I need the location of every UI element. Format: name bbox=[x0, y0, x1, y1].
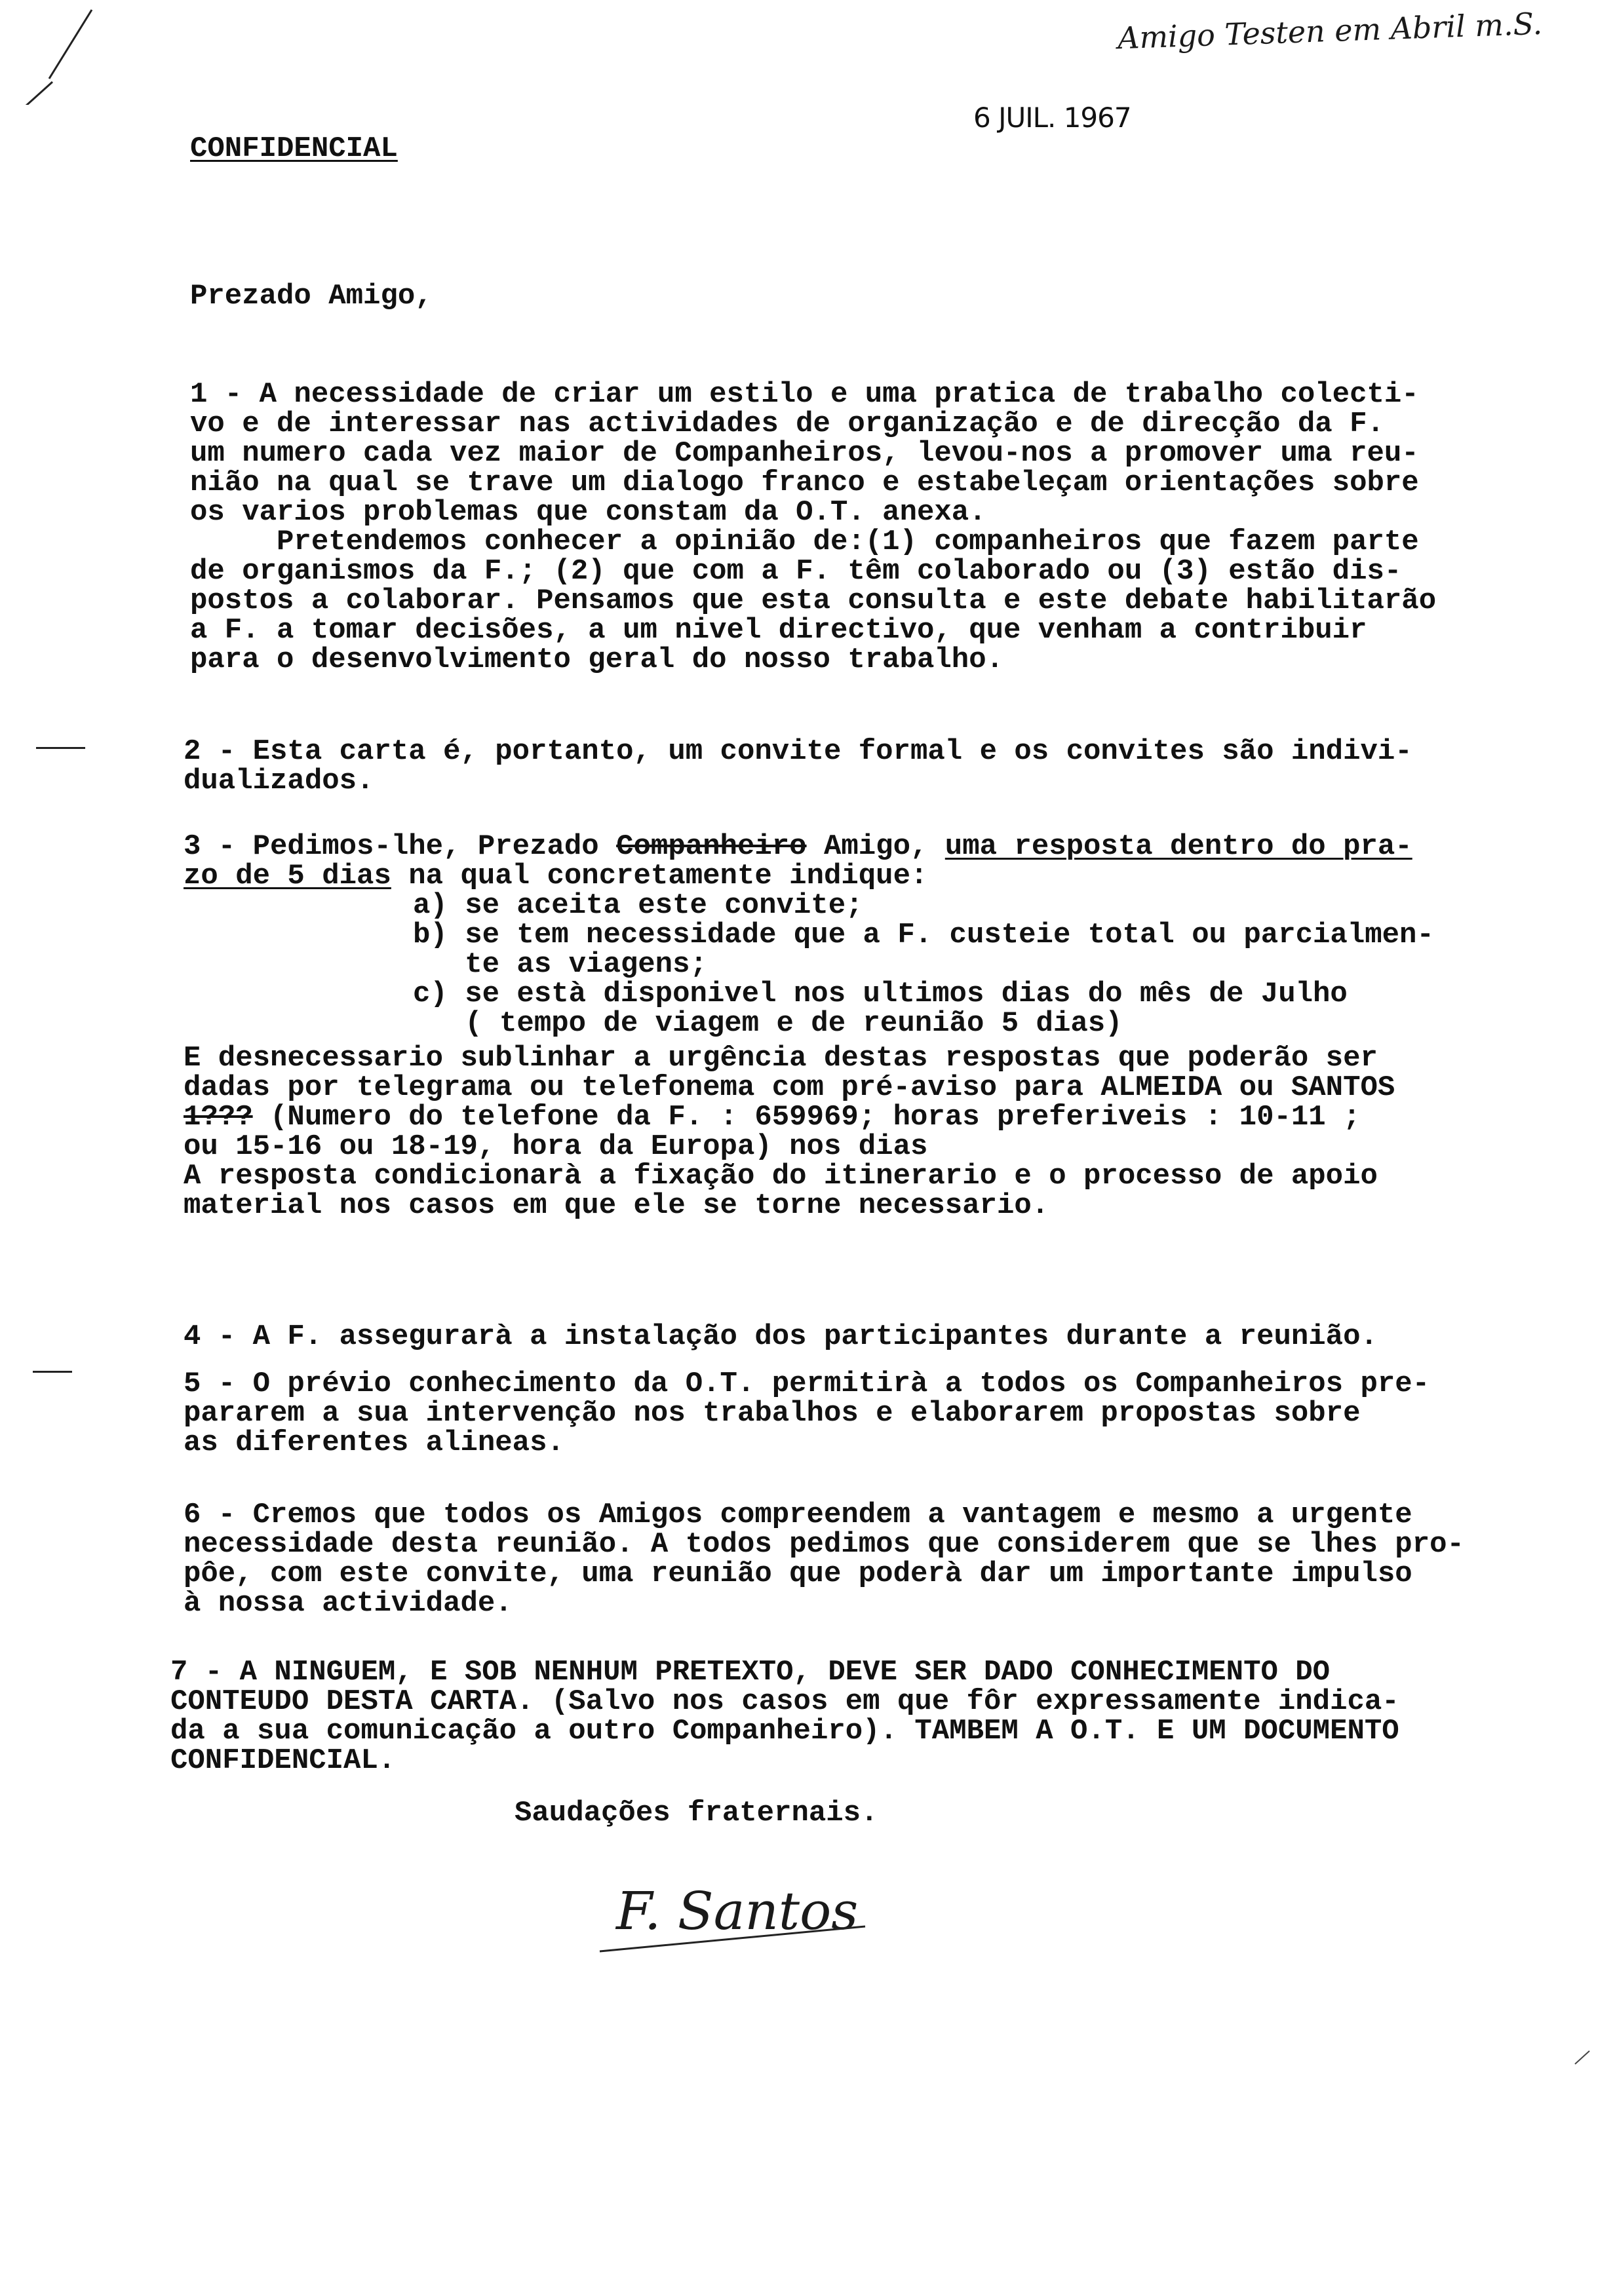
p1b-line: postos a colaborar. Pensamos que esta consulta e este debate habilitarão bbox=[190, 584, 1437, 617]
paragraph-1 bbox=[190, 380, 1436, 675]
p3-struck-word-2: 1??? bbox=[184, 1101, 253, 1134]
p3-item: b) se tem necessidade que a F. custeie total ou parcialmen- bbox=[413, 919, 1434, 951]
date-stamp: 6 JUIL. 1967 bbox=[973, 102, 1131, 134]
p3-intro-start: 3 - Pedimos-lhe, Prezado bbox=[184, 830, 617, 863]
p3-body-text: (Numero do telefone da F. : 659969; horas preferiveis : 10-11 ; bbox=[270, 1101, 1361, 1134]
p1b-line: Pretendemos conhecer a opinião de:(1) companheiros que fazem parte bbox=[190, 526, 1419, 558]
paragraph-4 bbox=[184, 1322, 1378, 1352]
p4-line: 4 - A F. assegurarà a instalação dos participantes durante a reunião. bbox=[184, 1320, 1378, 1353]
p1-line: 1 - A necessidade de criar um estilo e uma pratica de trabalho colecti- bbox=[190, 378, 1419, 411]
p3-struck-word: Companheiro bbox=[616, 830, 807, 863]
margin-dash-1 bbox=[36, 747, 85, 749]
paragraph-7 bbox=[170, 1658, 1399, 1776]
p5-line: as diferentes alineas. bbox=[184, 1426, 564, 1459]
p7-line: 7 - A NINGUEM, E SOB NENHUM PRETEXTO, DEVE SER DADO CONHECIMENTO DO bbox=[170, 1656, 1331, 1689]
paragraph-3 bbox=[184, 832, 1434, 1221]
p5-line: 5 - O prévio conhecimento da O.T. permitirà a todos os Companheiros pre- bbox=[184, 1368, 1430, 1400]
margin-dash-2 bbox=[33, 1371, 72, 1373]
p1-line: um numero cada vez maior de Companheiros, levou-nos a promover uma reu- bbox=[190, 437, 1419, 470]
p3-intro-line bbox=[184, 862, 1434, 891]
p2-line: dualizados. bbox=[184, 765, 374, 797]
p1b-line: de organismos da F.; (2) que com a F. têm colaborado ou (3) estão dis- bbox=[190, 555, 1402, 588]
p3-item: te as viagens; bbox=[413, 948, 707, 981]
p3-item: ( tempo de viagem e de reunião 5 dias) bbox=[413, 1007, 1123, 1040]
p6-line: pôe, com este convite, uma reunião que poderà dar um importante impulso bbox=[184, 1558, 1412, 1590]
signature bbox=[590, 1874, 878, 1959]
p1-line: os varios problemas que constam da O.T. anexa. bbox=[190, 496, 986, 529]
closing: Saudações fraternais. bbox=[515, 1797, 878, 1829]
p3-body-line: ou 15-16 ou 18-19, hora da Europa) nos dias bbox=[184, 1130, 928, 1163]
margin-pen-stroke-top bbox=[13, 7, 98, 105]
p3-body-line: E desnecessario sublinhar a urgência destas respostas que poderão ser bbox=[184, 1042, 1378, 1075]
p3-intro-line bbox=[184, 832, 1434, 862]
confidential-heading: CONFIDENCIAL bbox=[190, 132, 398, 165]
p7-line: CONFIDENCIAL. bbox=[170, 1744, 396, 1777]
p3-body-line: material nos casos em que ele se torne necessario. bbox=[184, 1189, 1049, 1222]
paragraph-5 bbox=[184, 1369, 1430, 1458]
p7-line: da a sua comunicação a outro Companheiro). TAMBEM A O.T. E UM DOCUMENTO bbox=[170, 1715, 1399, 1748]
p3-intro-end: na qual concretamente indique: bbox=[391, 860, 928, 892]
p7-line: CONTEUDO DESTA CARTA. (Salvo nos casos em que fôr expressamente indica- bbox=[170, 1685, 1399, 1718]
p2-line: 2 - Esta carta é, portanto, um convite formal e os convites são indivi- bbox=[184, 735, 1412, 768]
p3-body-line: A resposta condicionarà a fixação do itinerario e o processo de apoio bbox=[184, 1160, 1378, 1193]
p3-body-line: dadas por telegrama ou telefonema com pré-aviso para ALMEIDA ou SANTOS bbox=[184, 1071, 1395, 1104]
p3-intro-mid: Amigo, bbox=[806, 830, 945, 863]
paragraph-2 bbox=[184, 737, 1412, 796]
p3-item: c) se està disponivel nos ultimos dias do mês de Julho bbox=[413, 978, 1348, 1010]
handwritten-note: Amigo Testen em Abril m.S. bbox=[1117, 5, 1543, 56]
p1b-line: para o desenvolvimento geral do nosso trabalho. bbox=[190, 643, 1004, 676]
p3-deadline-underlined: uma resposta dentro do pra- bbox=[944, 830, 1412, 863]
p3-body-line bbox=[184, 1103, 1434, 1132]
p5-line: pararem a sua intervenção nos trabalhos e elaborarem propostas sobre bbox=[184, 1397, 1361, 1430]
p3-deadline-underlined: zo de 5 dias bbox=[184, 860, 391, 892]
signature-text: F. Santos bbox=[616, 1881, 859, 1942]
p6-line: necessidade desta reunião. A todos pedimos que considerem que se lhes pro- bbox=[184, 1528, 1464, 1561]
p6-line: à nossa actividade. bbox=[184, 1587, 513, 1620]
salutation: Prezado Amigo, bbox=[190, 280, 433, 313]
p1-line: vo e de interessar nas actividades de organização e de direcção da F. bbox=[190, 408, 1384, 440]
paragraph-6 bbox=[184, 1501, 1464, 1618]
margin-tick-bottom bbox=[1573, 2048, 1593, 2067]
p6-line: 6 - Cremos que todos os Amigos compreendem a vantagem e mesmo a urgente bbox=[184, 1499, 1412, 1531]
p1b-line: a F. a tomar decisões, a um nivel directivo, que venham a contribuir bbox=[190, 614, 1367, 647]
p1-line: nião na qual se trave um dialogo franco e estabeleçam orientações sobre bbox=[190, 467, 1419, 499]
p3-item: a) se aceita este convite; bbox=[413, 889, 863, 922]
